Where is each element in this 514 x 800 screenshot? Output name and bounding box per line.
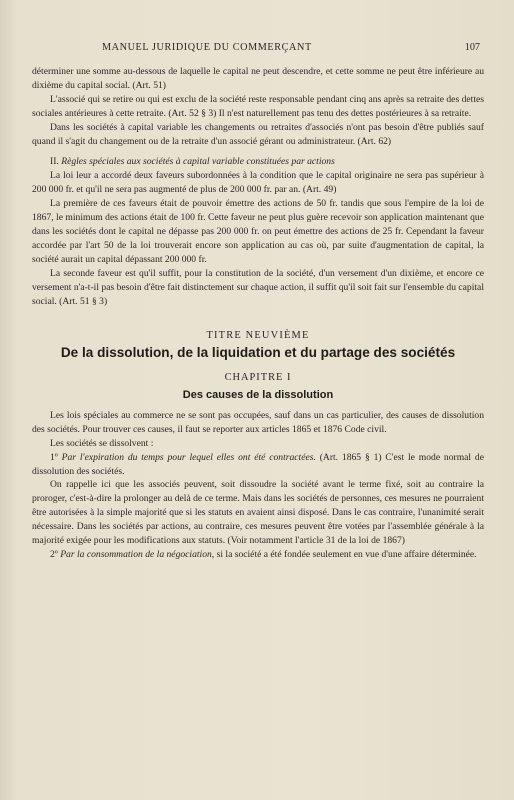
running-title: MANUEL JURIDIQUE DU COMMERÇANT — [102, 42, 312, 53]
section-ii-title: Règles spéciales aux sociétés à capital variable constituées par actions — [61, 156, 335, 168]
item-2-rest: si la société a été fondée seulement en vue d'une affaire déterminée. — [216, 548, 477, 560]
paragraph-first-favor: La première de ces faveurs était de pouvoir émettre des actions de 50 fr. tandis que sous l'empire de la loi de 1867, le minimum des actions était de 100 fr. Cette faveur ne peut plus guère recevoir son application maintenant que dans les sociétés dont le capital ne dépasse pas 200 000 fr. on peut émettre des actions de 25 fr. Cependant la faveur accordée par l'art 50 de la loi trouverait encore son application au cas où, par suite d'augmentation de capital, la société aurait un capital dépassant 200 000 fr. — [32, 198, 484, 265]
paragraph-dissolve-intro: Les sociétés se dissolvent : — [50, 437, 154, 449]
item-1-italic: Par l'expiration du temps pour lequel elles ont été contractées. — [61, 451, 316, 463]
paragraph-two-favors: La loi leur a accordé deux faveurs subordonnées à la condition que le capital originaire ne sera pas supérieur à 200 000 fr. et qu'il ne sera pas augmenté de plus de 200 000 fr. par an. (Art. 49) — [32, 170, 484, 196]
list-item-2 — [32, 548, 484, 562]
main-title: De la dissolution, de la liquidation et du partage des sociétés — [60, 345, 456, 361]
chapitre-title: Des causes de la dissolution — [182, 388, 334, 401]
page-number: 107 — [464, 42, 480, 53]
paragraph-second-favor: La seconde faveur est qu'il suffit, pour la constitution de la société, d'un versement d'un dixième, et encore ce versement n'a-t-il pas besoin d'être fait distinctement sur chaque action, il suffit qu'il soit fait sur l'ensemble du capital social. (Art. 51 § 3) — [32, 267, 484, 307]
paragraph-chap-intro: Les lois spéciales au commerce ne se sont pas occupées, sauf dans un cas particulier, des causes de dissolution des sociétés. Pour trouver ces causes, il faut se reporter aux articles 1865 et 1876 Code civil. — [32, 409, 484, 435]
section-ii-number: II. — [50, 156, 59, 168]
paragraph-retired-associate: L'associé qui se retire ou qui est exclu de la société reste responsable pendant cinq ans après sa retraite des dettes sociales antérieures à cette retraite. (Art. 52 § 3) Il n'est naturellement pas tenu des dettes postérieures à sa retraite. — [32, 93, 484, 119]
item-1-rest: (Art. 1865 § 1) C'est le mode normal de dissolution des sociétés. — [32, 451, 484, 477]
running-header — [32, 42, 484, 53]
item-1-number: 1º — [50, 451, 58, 463]
paragraph-publication: Dans les sociétés à capital variable les changements ou retraites d'associés n'ont pas besoin d'être publiés sauf quand il s'agit du changement ou de la retraite d'un associé gérant ou administrateur. (Art. 62) — [32, 121, 484, 147]
section-ii-heading — [32, 155, 484, 169]
titre-heading: TITRE NEUVIÈME — [206, 330, 310, 342]
chapitre-heading: CHAPITRE I — [224, 371, 292, 383]
list-item-1 — [32, 451, 484, 479]
item-2-number: 2º — [50, 548, 58, 560]
paragraph-continuation: déterminer une somme au-dessous de laquelle le capital ne peut descendre, et cette somme ne peut être inférieure au dixième du capital social. (Art. 51) — [32, 66, 484, 91]
paragraph-prorogation: On rappelle ici que les associés peuvent, soit dissoudre la société avant le terme fixé, soit au contraire la proroger, c'est-à-dire la prolonger au delà de ce terme. Mais dans les sociétés de personnes, ces mesures ne pourraient être autorisées à la simple majorité que si les statuts en avaient ainsi disposé. Dans le cas contraire, l'unanimité serait nécessaire. Dans les sociétés par actions, au contraire, ces mesures peuvent être votées par l'assemblée générale à la majorité exigée pour les modifications aux statuts. (Voir notamment l'article 31 de la loi de 1867) — [32, 479, 484, 547]
item-2-italic: Par la consommation de la négociation, — [60, 548, 215, 560]
